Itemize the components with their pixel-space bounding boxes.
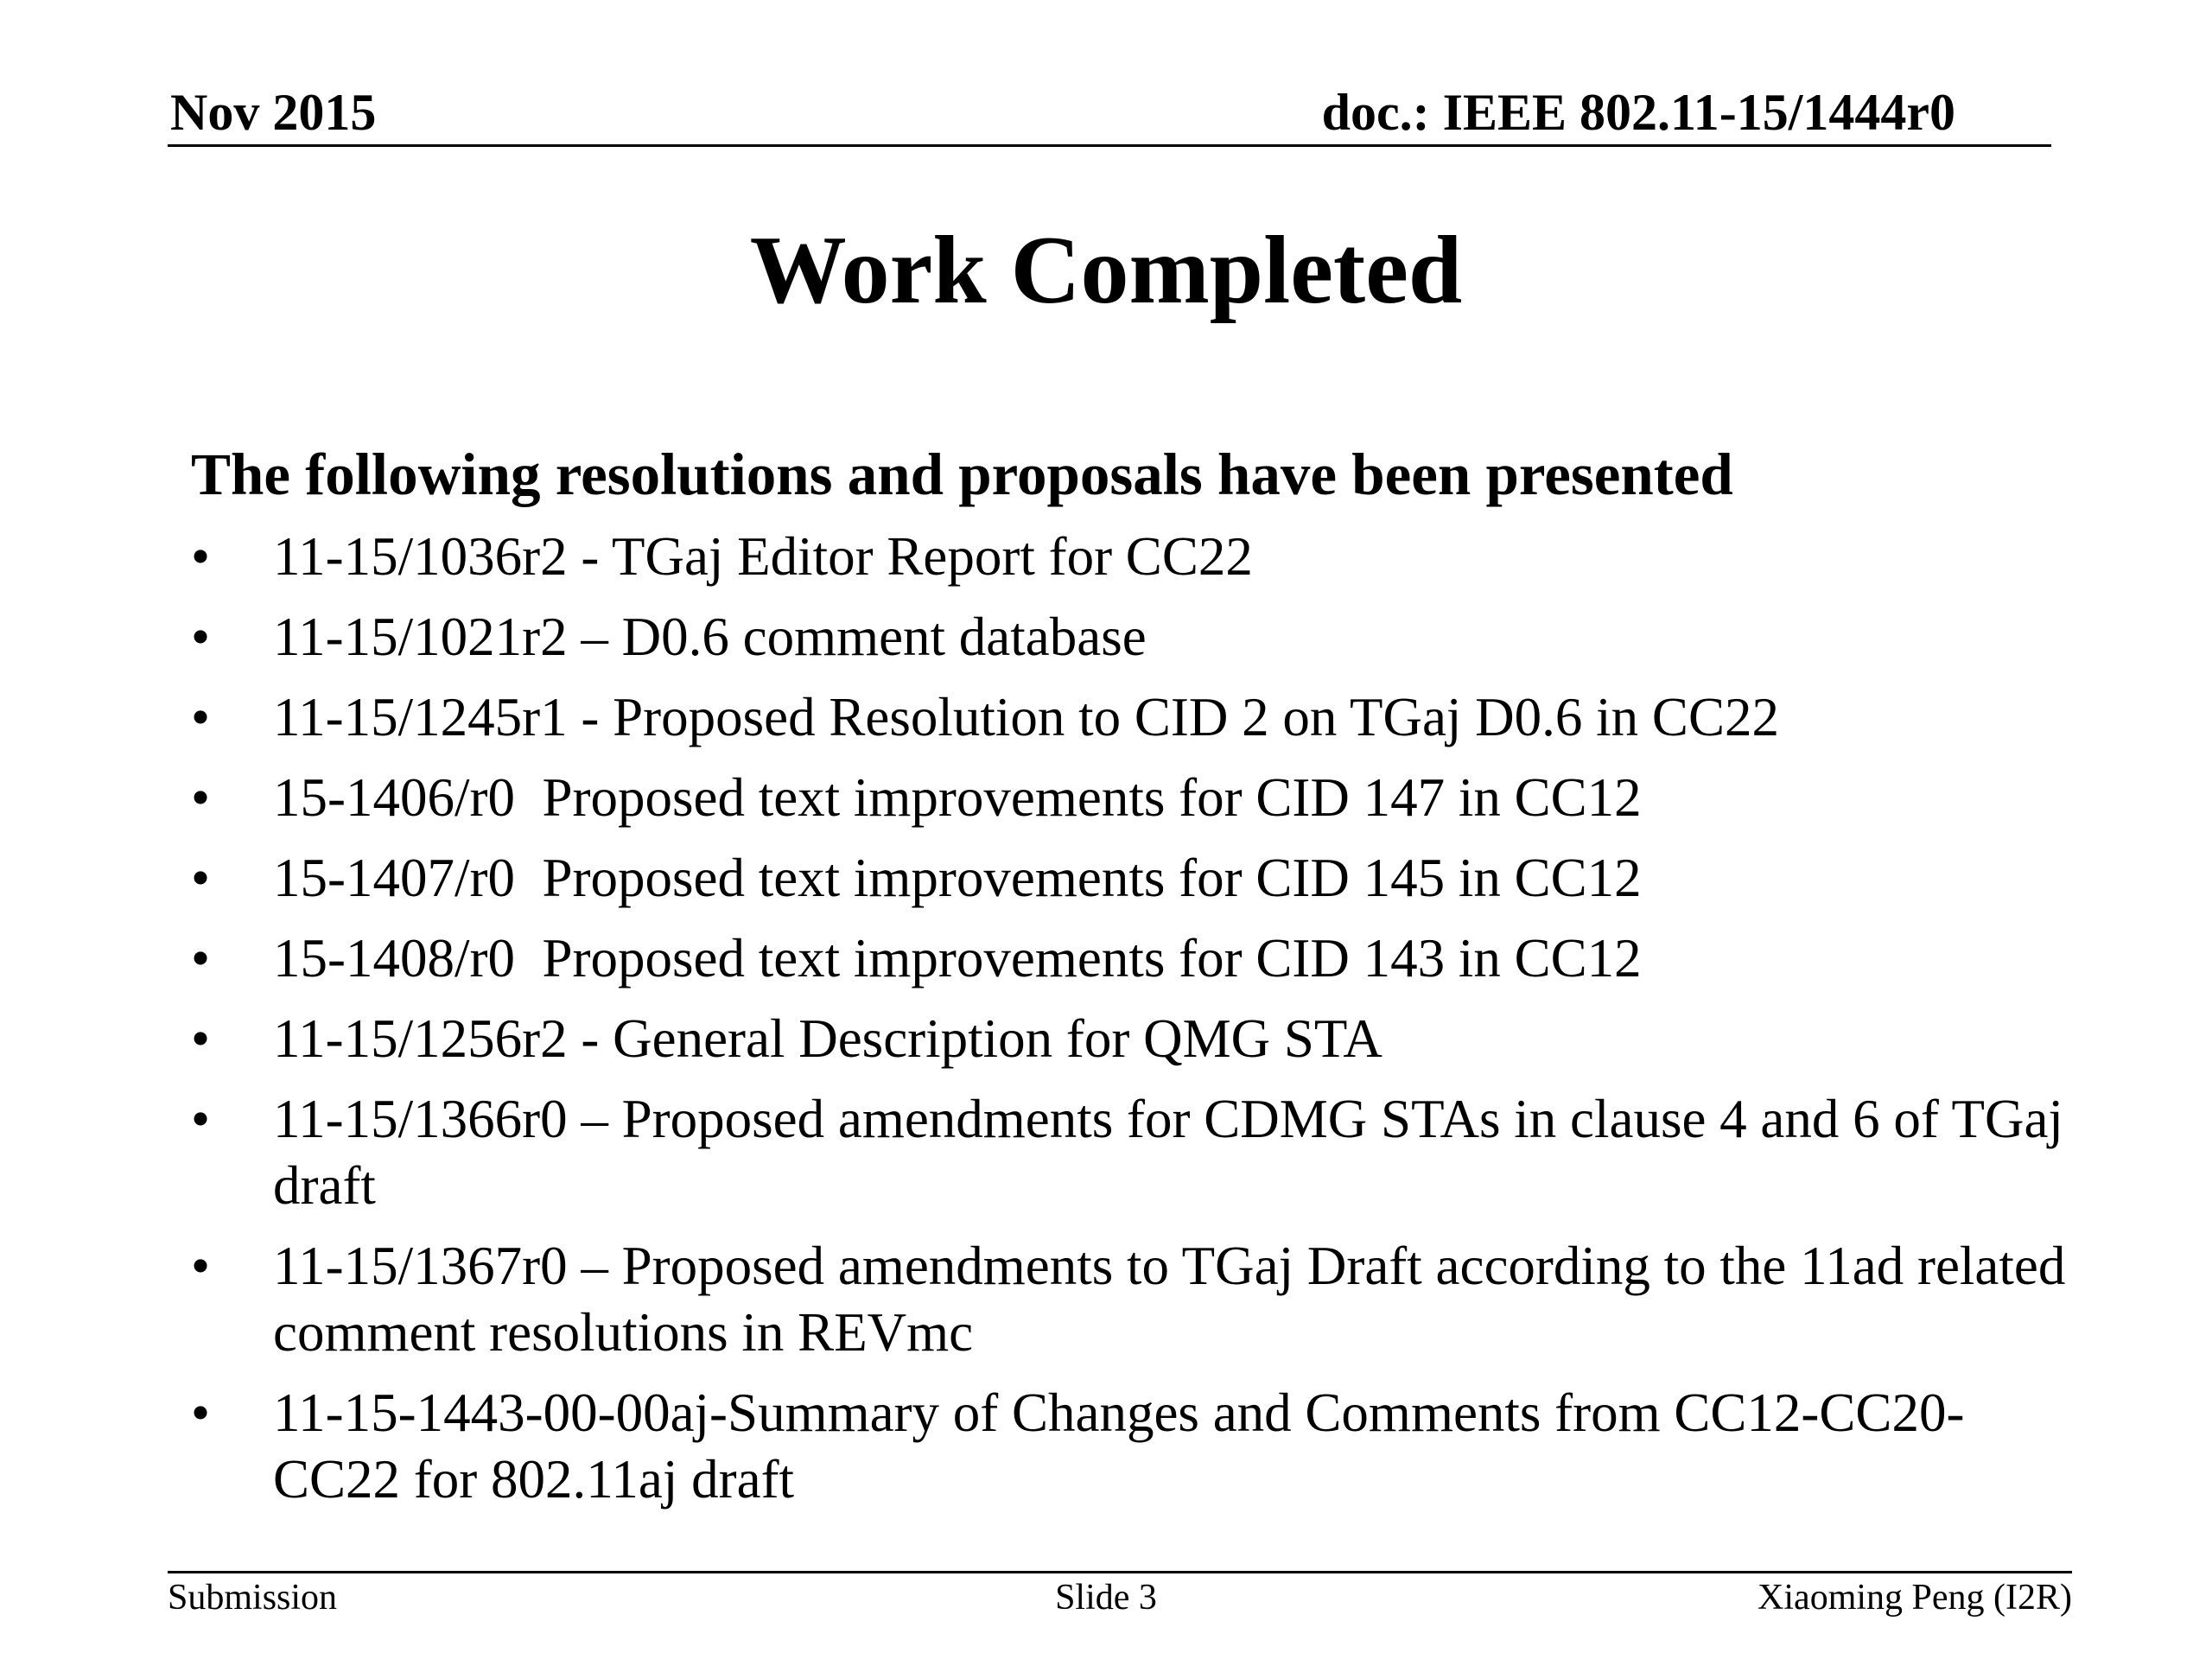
header-divider [168, 144, 2051, 147]
footer-slide-number: Slide 3 [1055, 1578, 1157, 1618]
footer-author: Xiaoming Peng (I2R) [1758, 1578, 2072, 1618]
bullet-icon: • [191, 526, 211, 587]
bullet-icon: • [191, 1008, 211, 1069]
bullet-item [191, 1233, 2083, 1366]
bullet-text: 11-15/1366r0 – Proposed amendments for CDMG STAs in clause 4 and 6 of TGaj draft [273, 1089, 2077, 1216]
bullet-text: 11-15/1367r0 – Proposed amendments to TGaj Draft according to the 11ad related comment resolutions in REVmc [273, 1236, 2080, 1363]
bullet-text: 11-15/1245r1 - Proposed Resolution to CID 2 on TGaj D0.6 in CC22 [273, 687, 1779, 747]
bullet-item [191, 1006, 2083, 1072]
bullet-icon: • [191, 1089, 211, 1149]
slide-title: Work Completed [749, 217, 1463, 324]
footer-submission: Submission [168, 1578, 338, 1618]
bullet-icon: • [191, 1382, 211, 1443]
bullet-text: 15-1407/r0 Proposed text improvements for CID 145 in CC12 [273, 848, 1642, 908]
bullet-text: 15-1408/r0 Proposed text improvements for CID 143 in CC12 [273, 928, 1642, 988]
bullet-item [191, 684, 2083, 751]
bullet-item [191, 1380, 2083, 1513]
bullet-text: 11-15-1443-00-00aj-Summary of Changes and Comments from CC12-CC20-CC22 for 802.11aj draft [273, 1382, 1965, 1510]
bullet-text: 15-1406/r0 Proposed text improvements for CID 147 in CC12 [273, 767, 1642, 828]
bullet-icon: • [191, 848, 211, 908]
header-date: Nov 2015 [170, 84, 377, 141]
bullet-icon: • [191, 1236, 211, 1296]
bullet-icon: • [191, 607, 211, 667]
bullet-text: 11-15/1021r2 – D0.6 comment database [273, 607, 1147, 667]
bullet-item [191, 765, 2083, 831]
slide-subheading: The following resolutions and proposals have been presented [191, 442, 1733, 507]
bullet-icon: • [191, 928, 211, 988]
bullet-text: 11-15/1256r2 - General Description for QMG STA [273, 1008, 1382, 1069]
bullet-icon: • [191, 687, 211, 747]
footer-divider [168, 1571, 2072, 1573]
bullet-item [191, 845, 2083, 912]
bullet-item [191, 524, 2083, 590]
bullet-item [191, 604, 2083, 671]
bullet-item [191, 925, 2083, 992]
bullet-text: 11-15/1036r2 - TGaj Editor Report for CC22 [273, 526, 1253, 587]
bullet-list [191, 524, 2083, 1527]
header-doc-id: doc.: IEEE 802.11-15/1444r0 [1321, 84, 1955, 141]
bullet-icon: • [191, 767, 211, 828]
bullet-item [191, 1086, 2083, 1219]
